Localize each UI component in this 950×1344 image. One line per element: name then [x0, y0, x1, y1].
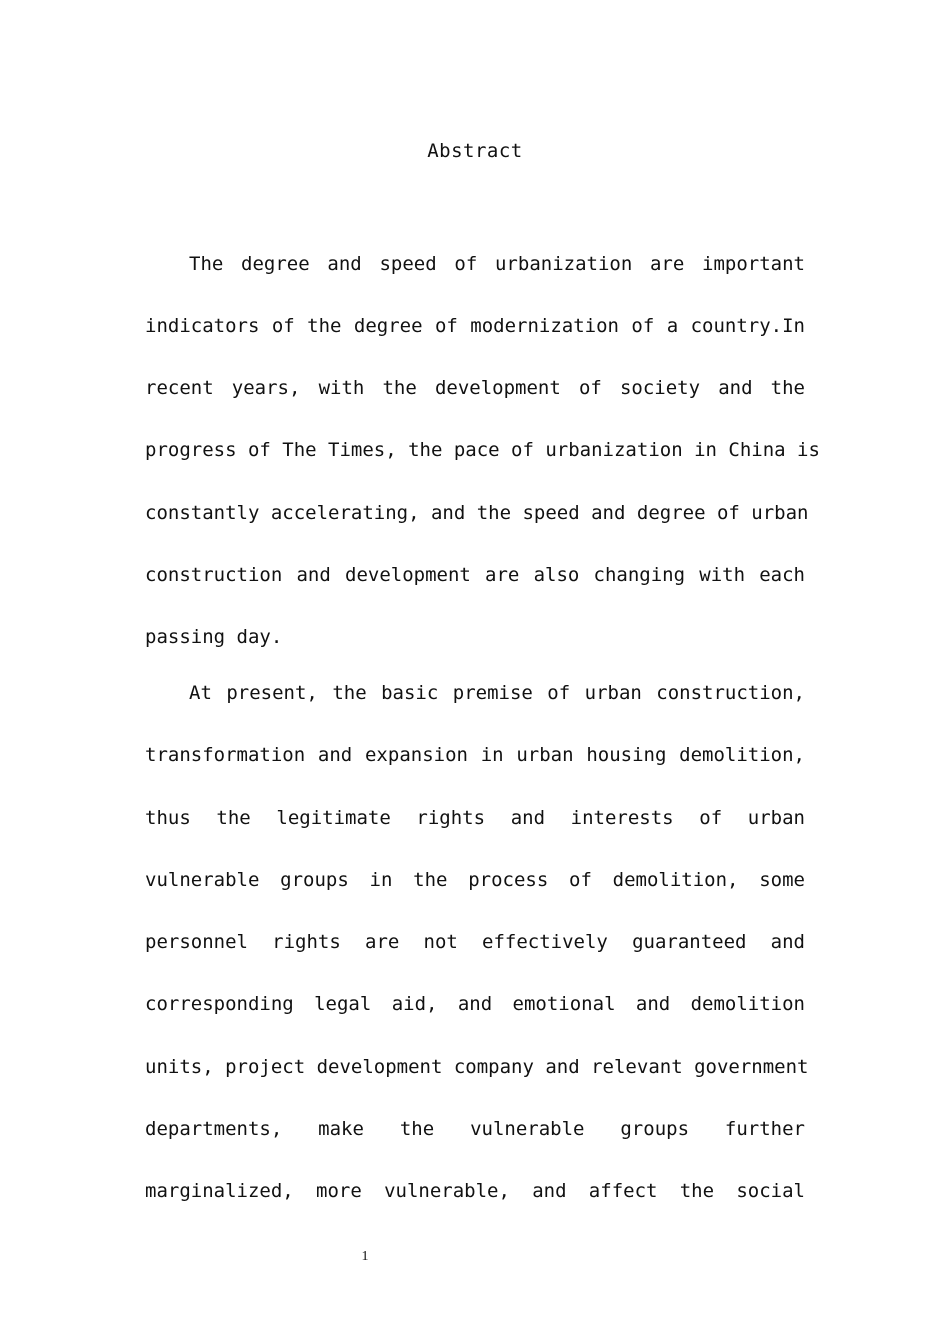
paragraph-line: vulnerable groups in the process of demolition, some	[145, 869, 805, 891]
abstract-title: Abstract	[427, 140, 523, 162]
paragraph-line: The degree and speed of urbanization are important	[189, 253, 805, 275]
paragraph-line: marginalized, more vulnerable, and affect the social	[145, 1180, 805, 1202]
paragraph-line: transformation and expansion in urban housing demolition,	[145, 744, 805, 766]
paragraph-line: construction and development are also changing with each	[145, 564, 805, 586]
paragraph-line: progress of The Times, the pace of urbanization in China is	[145, 439, 820, 461]
page-number: 1	[361, 1249, 369, 1264]
paragraph-line: passing day.	[145, 626, 283, 648]
paragraph-line: recent years, with the development of society and the	[145, 377, 805, 399]
paragraph-line: constantly accelerating, and the speed and degree of urban	[145, 502, 809, 524]
paragraph-line: corresponding legal aid, and emotional and demolition	[145, 993, 805, 1015]
paragraph-line: thus the legitimate rights and interests of urban	[145, 807, 805, 829]
paragraph-line: units, project development company and relevant government	[145, 1056, 809, 1078]
paragraph-line: indicators of the degree of modernization of a country.In	[145, 315, 805, 337]
paragraph-line: At present, the basic premise of urban construction,	[189, 682, 805, 704]
paragraph-line: personnel rights are not effectively guaranteed and	[145, 931, 805, 953]
paragraph-line: departments, make the vulnerable groups further	[145, 1118, 805, 1140]
